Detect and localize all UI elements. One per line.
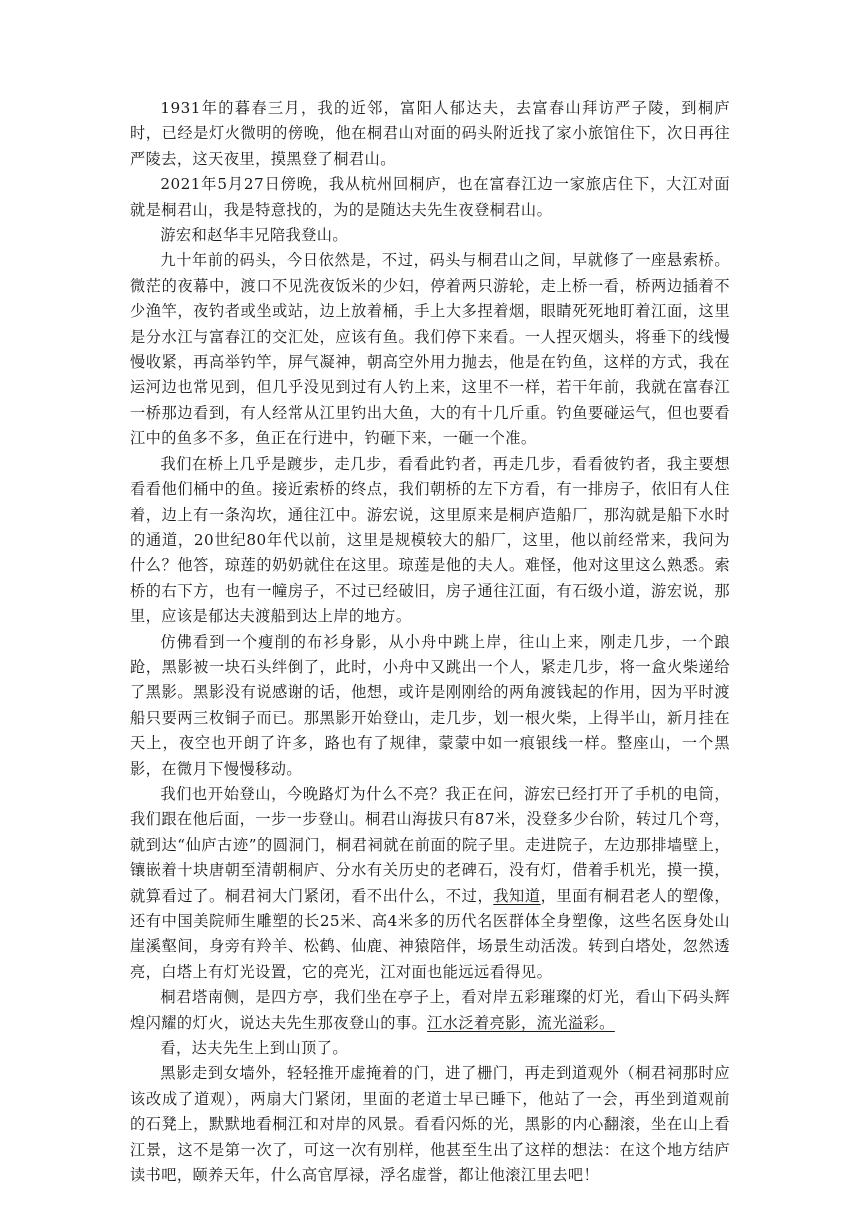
underlined-phrase-2: 江水泛着亮影，流光溢彩。 bbox=[427, 1013, 615, 1032]
paragraph-7-text-b: ，里面有桐君老人的塑像，还有中国美院师生雕塑的长25米、高4米多的历代名医群体全身塑像，这些名医身处山崖溪壑间，身旁有羚羊、松鹤、仙鹿、神猿陪伴，场景生动活泼。转到白塔处，忽然透亮，白塔上有灯光设置，它的亮光，江对面也能远远看得见。 bbox=[130, 886, 731, 981]
paragraph-1: 1931年的暮春三月，我的近邻，富阳人郁达夫，去富春山拜访严子陵，到桐庐时，已经是灯火微明的傍晚，他在桐君山对面的码头附近找了家小旅馆住下，次日再往严陵去，这天夜里，摸黑登了桐君山。 bbox=[130, 99, 730, 168]
paragraph-7-text-a: 我们也开始登山，今晚路灯为什么不亮？我正在问，游宏已经打开了手机的电筒，我们跟在他后面，一步一步登山。桐君山海拔只有87米，没登多少台阶，转过几个弯，就到达“仙庐古迹”的圆洞门，桐君祠就在前面的院子里。走进院子，左边那排墙壁上，镶嵌着十块唐朝至清朝桐庐、分水有关历史的老碑石，没有灯，借着手机光，摸一摸，就算看过了。桐君祠大门紧闭，看不出什么，不过， bbox=[130, 784, 730, 905]
paragraph-10: 黑影走到女墙外，轻轻推开虚掩着的门，进了栅门，再走到道观外（桐君祠那时应该改成了道观），两扇大门紧闭，里面的老道士早已睡下，他站了一会，再坐到道观前的石凳上，默默地看桐江和对岸的风景。看看闪烁的光，黑影的内心翻滚，坐在山上看江景，这不是第一次了，可这一次有别样，他甚至生出了这样的想法：在这个地方结庐读书吧，颐养天年，什么高官厚禄，浮名虚誉，都让他滚江里去吧！ bbox=[130, 1064, 730, 1185]
paragraph-8 bbox=[130, 985, 730, 1036]
paragraph-2: 2021年5月27日傍晚，我从杭州回桐庐，也在富春江边一家旅店住下，大江对面就是桐君山，我是特意找的，为的是随达夫先生夜登桐君山。 bbox=[130, 175, 730, 219]
underlined-phrase-1: 我知道 bbox=[493, 886, 541, 905]
paragraph-4: 九十年前的码头，今日依然是，不过，码头与桐君山之间，早就修了一座悬索桥。微茫的夜幕中，渡口不见洗夜饭米的少妇，停着两只游轮，走上桥一看，桥两边插着不少渔竿，夜钓者或坐或站，边上放着桶，手上大多捏着烟，眼睛死死地盯着江面，这里是分水江与富春江的交汇处，应该有鱼。我们停下来看。一人捏灭烟头，将垂下的线慢慢收紧，再高举钓竿，屏气凝神，朝高空外用力抛去，他是在钓鱼，这样的方式，我在运河边也常见到，但几乎没见到过有人钓上来，这里不一样，若干年前，我就在富春江一桥那边看到，有人经常从江里钓出大鱼，大的有十几斤重。钓鱼要碰运气，但也要看江中的鱼多不多，鱼正在行进中，钓砸下来，一砸一个准。 bbox=[130, 251, 730, 448]
paragraph-7 bbox=[130, 782, 730, 985]
paragraph-5: 我们在桥上几乎是踱步，走几步，看看此钓者，再走几步，看看彼钓者，我主要想看看他们桶中的鱼。接近索桥的终点，我们朝桥的左下方看，有一排房子，依旧有人住着，边上有一条沟坎，通往江中。游宏说，这里原来是桐庐造船厂，那沟就是船下水时的通道，20世纪80年代以前，这里是规模较大的船厂，这里，他以前经常来，我问为什么？他答，琼莲的奶奶就住在这里。琼莲是他的夫人。难怪，他对这里这么熟悉。索桥的右下方，也有一幢房子，不过已经破旧，房子通往江面，有石级小道，游宏说，那里，应该是郁达夫渡船到达上岸的地方。 bbox=[130, 454, 730, 626]
article-body bbox=[130, 96, 730, 1188]
paragraph-3: 游宏和赵华丰兄陪我登山。 bbox=[160, 226, 349, 245]
paragraph-6: 仿佛看到一个瘦削的布衫身影，从小舟中跳上岸，往山上来，刚走几步，一个踉跄，黑影被一块石头绊倒了，此时，小舟中又跳出一个人，紧走几步，将一盒火柴递给了黑影。黑影没有说感谢的话，他想，或许是刚刚给的两角渡钱起的作用，因为平时渡船只要两三枚铜子而已。那黑影开始登山，走几步，划一根火柴，上得半山，新月挂在天上，夜空也开朗了许多，路也有了规律，蒙蒙中如一痕银线一样。整座山，一个黑影，在微月下慢慢移动。 bbox=[130, 632, 730, 778]
paragraph-9: 看，达夫先生上到山顶了。 bbox=[160, 1039, 349, 1058]
paragraph-8-text-a: 桐君塔南侧，是四方亭，我们坐在亭子上，看对岸五彩璀璨的灯光，看山下码头辉煌闪耀的灯火，说达夫先生那夜登山的事。 bbox=[130, 988, 730, 1032]
